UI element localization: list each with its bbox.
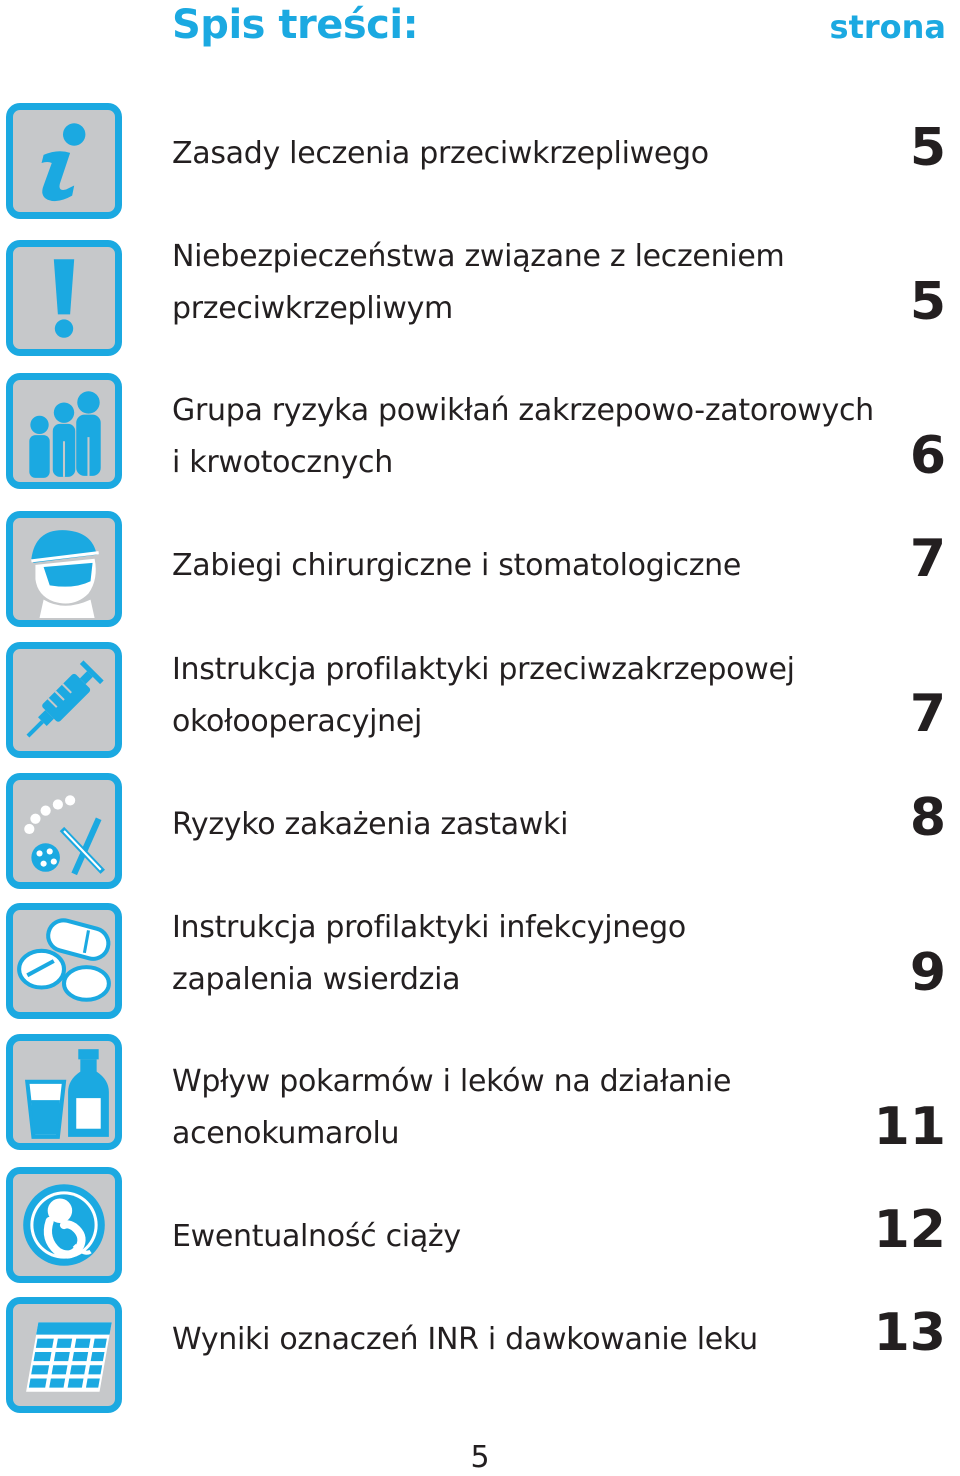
- family-group-icon: [6, 373, 122, 489]
- entry-title: Zabiegi chirurgiczne i stomatologiczne: [172, 548, 742, 583]
- entry-title: Ewentualność ciąży: [172, 1219, 461, 1254]
- page-column-label: strona: [829, 8, 946, 46]
- contents-title: Spis treści:: [172, 2, 419, 48]
- table-chart-icon: [6, 1297, 122, 1413]
- bacteria-instruments-icon: [6, 773, 122, 889]
- entry-title-line1: Grupa ryzyka powikłań zakrzepowo-zatorowych: [172, 393, 874, 428]
- entry-page-number: 13: [873, 1303, 946, 1363]
- entry-title: Ryzyko zakażenia zastawki: [172, 807, 569, 842]
- entry-page-number: 9: [909, 943, 946, 1003]
- entry-title-line2: okołooperacyjnej: [172, 704, 423, 739]
- entry-page-number: 5: [909, 272, 946, 332]
- entry-title-line1: Instrukcja profilaktyki przeciwzakrzepowej: [172, 652, 795, 687]
- entry-title: Zasady leczenia przeciwkrzepliwego: [172, 136, 709, 171]
- entry-page-number: 12: [873, 1200, 946, 1260]
- pills-icon: [6, 903, 122, 1019]
- info-icon: [6, 103, 122, 219]
- entry-title-line1: Niebezpieczeństwa związane z leczeniem: [172, 239, 785, 274]
- warning-icon: [6, 240, 122, 356]
- entry-title-line2: i krwotocznych: [172, 445, 393, 480]
- surgeon-icon: [6, 511, 122, 627]
- entry-page-number: 8: [909, 788, 946, 848]
- entry-title-line2: zapalenia wsierdzia: [172, 962, 461, 997]
- syringe-icon: [6, 642, 122, 758]
- entry-page-number: 7: [909, 529, 946, 589]
- entry-page-number: 7: [909, 684, 946, 744]
- glass-bottle-icon: [6, 1034, 122, 1150]
- entry-title-line1: Instrukcja profilaktyki infekcyjnego: [172, 910, 686, 945]
- fetus-icon: [6, 1167, 122, 1283]
- entry-title-line2: acenokumarolu: [172, 1116, 400, 1151]
- page-footer-number: 5: [470, 1440, 490, 1475]
- entry-title-line1: Wpływ pokarmów i leków na działanie: [172, 1064, 732, 1099]
- entry-title-line2: przeciwkrzepliwym: [172, 291, 453, 326]
- entry-page-number: 5: [909, 118, 946, 178]
- entry-page-number: 6: [909, 426, 946, 486]
- entry-page-number: 11: [873, 1097, 946, 1157]
- entry-title: Wyniki oznaczeń INR i dawkowanie leku: [172, 1322, 758, 1357]
